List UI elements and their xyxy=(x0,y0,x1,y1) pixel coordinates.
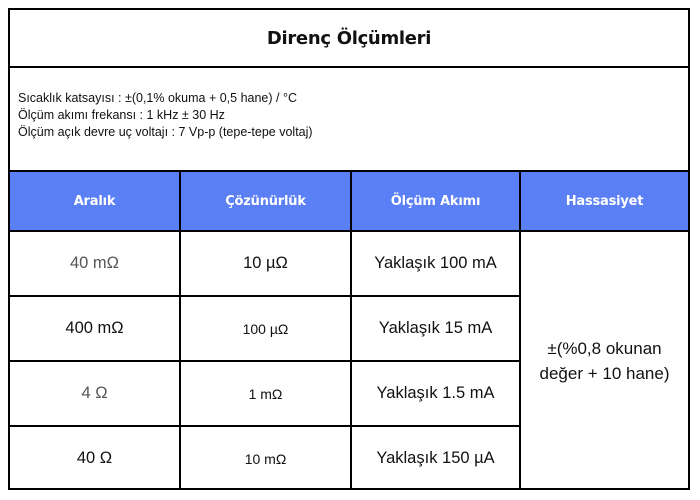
cell-range: 4 Ω xyxy=(10,361,180,426)
note-measurement-frequency: Ölçüm akımı frekansı : 1 kHz ± 30 Hz xyxy=(18,108,225,122)
cell-current: Yaklaşık 15 mA xyxy=(351,296,520,361)
cell-resolution: 1 mΩ xyxy=(180,361,351,426)
note-temperature-coefficient: Sıcaklık katsayısı : ±(0,1% okuma + 0,5 hane) / °C xyxy=(18,91,297,105)
table-header-row xyxy=(10,172,688,231)
cell-range: 40 Ω xyxy=(10,426,180,490)
cell-accuracy: ±(%0,8 okunan değer + 10 hane) xyxy=(520,231,688,490)
spec-notes xyxy=(10,68,688,172)
header-resolution: Çözünürlük xyxy=(180,172,351,231)
cell-range: 400 mΩ xyxy=(10,296,180,361)
cell-resolution: 10 µΩ xyxy=(180,231,351,296)
cell-current: Yaklaşık 150 µA xyxy=(351,426,520,490)
measurement-table xyxy=(10,172,688,490)
cell-range: 40 mΩ xyxy=(10,231,180,296)
cell-current: Yaklaşık 100 mA xyxy=(351,231,520,296)
header-accuracy: Hassasiyet xyxy=(520,172,688,231)
resistance-spec-table xyxy=(8,8,690,490)
cell-current: Yaklaşık 1.5 mA xyxy=(351,361,520,426)
header-current: Ölçüm Akımı xyxy=(351,172,520,231)
table-row xyxy=(10,231,688,296)
header-range: Aralık xyxy=(10,172,180,231)
cell-resolution: 10 mΩ xyxy=(180,426,351,490)
note-open-circuit-voltage: Ölçüm açık devre uç voltajı : 7 Vp-p (tepe-tepe voltaj) xyxy=(18,125,313,139)
cell-resolution: 100 µΩ xyxy=(180,296,351,361)
page-title: Direnç Ölçümleri xyxy=(10,10,688,68)
